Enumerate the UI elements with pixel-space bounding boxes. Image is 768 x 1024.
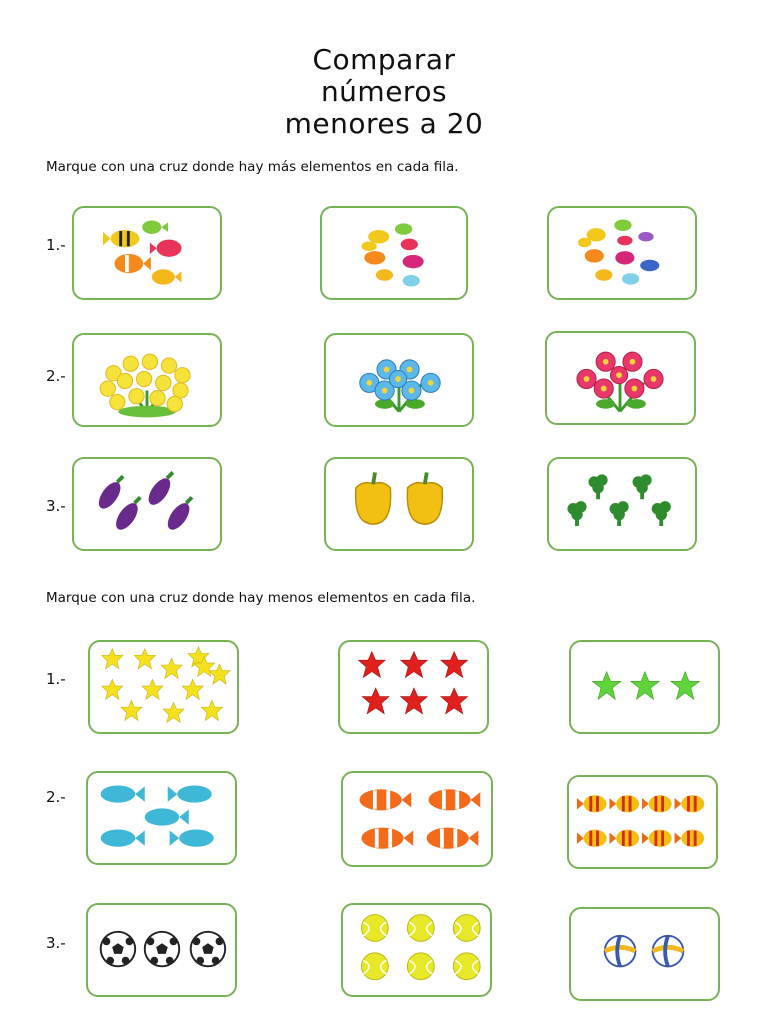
eggplant-icon bbox=[144, 472, 174, 508]
tennis-ball-icon bbox=[361, 915, 480, 980]
fish-icon bbox=[103, 230, 139, 247]
soccer-ball-icon bbox=[101, 932, 135, 966]
tennis-ball-group-icon bbox=[343, 905, 490, 995]
card-tennis-balls[interactable] bbox=[341, 903, 492, 997]
fish-icon bbox=[585, 249, 604, 262]
fish-icon bbox=[364, 251, 385, 264]
page-title bbox=[0, 44, 768, 140]
eggplant-icon bbox=[164, 497, 194, 533]
whale-icon bbox=[101, 785, 145, 802]
fish-icon bbox=[401, 239, 418, 250]
fish-icon bbox=[640, 260, 659, 271]
fish-icon bbox=[403, 275, 420, 286]
card-red-stars[interactable] bbox=[338, 640, 489, 734]
striped-fish-group-icon bbox=[569, 777, 716, 867]
title-line-1: Comparar bbox=[312, 43, 456, 76]
card-yellow-flowers[interactable] bbox=[72, 333, 222, 427]
card-clownfish[interactable] bbox=[341, 771, 493, 867]
instruction-more: Marque con una cruz donde hay más elementos en cada fila. bbox=[46, 159, 459, 175]
fish-icon bbox=[376, 269, 393, 280]
soccer-ball-icon bbox=[191, 932, 225, 966]
broccoli-icon bbox=[567, 501, 586, 526]
section1-row-2-label: 2.- bbox=[46, 367, 66, 385]
card-fish-8[interactable] bbox=[320, 206, 468, 300]
card-striped-fish[interactable] bbox=[567, 775, 718, 869]
card-blue-flowers[interactable] bbox=[324, 333, 474, 427]
yellow-pepper-icon bbox=[407, 472, 442, 524]
card-broccoli[interactable] bbox=[547, 457, 697, 551]
broccoli-icon bbox=[588, 474, 607, 499]
fish-icon bbox=[403, 255, 424, 268]
fish-icon bbox=[150, 240, 182, 257]
card-whales[interactable] bbox=[86, 771, 237, 865]
fish-icon bbox=[595, 269, 612, 280]
eggplant-icon bbox=[112, 497, 142, 533]
whale-group-icon bbox=[88, 773, 235, 863]
card-pink-flowers[interactable] bbox=[545, 331, 696, 425]
striped-fish-icon bbox=[577, 795, 704, 847]
soccer-ball-group-icon bbox=[88, 905, 235, 995]
blue-flower-bush-icon bbox=[326, 335, 472, 425]
fish-icon bbox=[578, 238, 591, 248]
section2-row-3-label: 3.- bbox=[46, 934, 66, 952]
broccoli-icon bbox=[652, 501, 671, 526]
fish-icon bbox=[615, 251, 634, 264]
instruction-less: Marque con una cruz donde hay menos elementos en cada fila. bbox=[46, 590, 476, 606]
fish-icon bbox=[395, 223, 412, 234]
card-fish-10[interactable] bbox=[547, 206, 697, 300]
volleyball-icon bbox=[653, 936, 684, 967]
title-line-2: números bbox=[320, 75, 448, 108]
card-fish-5[interactable] bbox=[72, 206, 222, 300]
volleyball-icon bbox=[605, 936, 636, 967]
card-eggplants[interactable] bbox=[72, 457, 222, 551]
fish-group-icon bbox=[322, 208, 466, 298]
fish-icon bbox=[114, 254, 150, 273]
eggplant-icon bbox=[95, 476, 125, 512]
fish-icon bbox=[142, 220, 168, 233]
section1-row-3-label: 3.- bbox=[46, 497, 66, 515]
title-line-3: menores a 20 bbox=[284, 107, 484, 140]
star-group-icon bbox=[571, 642, 718, 732]
clownfish-icon bbox=[429, 789, 481, 810]
fish-icon bbox=[622, 273, 639, 284]
fish-icon bbox=[361, 242, 376, 252]
whale-icon bbox=[168, 785, 212, 802]
clownfish-icon bbox=[361, 828, 413, 849]
fish-group-icon bbox=[549, 208, 695, 298]
whale-icon bbox=[145, 808, 189, 825]
card-yellow-peppers[interactable] bbox=[324, 457, 474, 551]
star-group-icon bbox=[90, 642, 237, 732]
section2-row-1-label: 1.- bbox=[46, 670, 66, 688]
fish-icon bbox=[368, 230, 389, 243]
fish-icon bbox=[614, 219, 631, 230]
card-soccer-balls[interactable] bbox=[86, 903, 237, 997]
whale-icon bbox=[170, 829, 214, 846]
whale-icon bbox=[101, 829, 145, 846]
broccoli-icon bbox=[610, 501, 629, 526]
broccoli-icon bbox=[633, 474, 652, 499]
clownfish-icon bbox=[427, 828, 479, 849]
card-green-stars[interactable] bbox=[569, 640, 720, 734]
fish-icon bbox=[617, 236, 632, 246]
fish-icon bbox=[152, 269, 182, 284]
broccoli-group-icon bbox=[549, 459, 695, 549]
card-volleyballs[interactable] bbox=[569, 907, 720, 1001]
star-group-icon bbox=[340, 642, 487, 732]
section1-row-1-label: 1.- bbox=[46, 236, 66, 254]
card-yellow-stars[interactable] bbox=[88, 640, 239, 734]
volleyball-group-icon bbox=[571, 909, 718, 999]
clownfish-icon bbox=[360, 789, 412, 810]
section2-row-2-label: 2.- bbox=[46, 788, 66, 806]
yellow-pepper-icon bbox=[356, 472, 391, 524]
fish-icon bbox=[638, 232, 653, 242]
eggplant-group-icon bbox=[74, 459, 220, 549]
clownfish-group-icon bbox=[343, 773, 491, 865]
soccer-ball-icon bbox=[145, 932, 179, 966]
fish-group-icon bbox=[74, 208, 220, 298]
pink-flower-bush-icon bbox=[547, 333, 694, 423]
yellow-flower-bush-icon bbox=[74, 335, 220, 425]
pepper-group-icon bbox=[326, 459, 472, 549]
